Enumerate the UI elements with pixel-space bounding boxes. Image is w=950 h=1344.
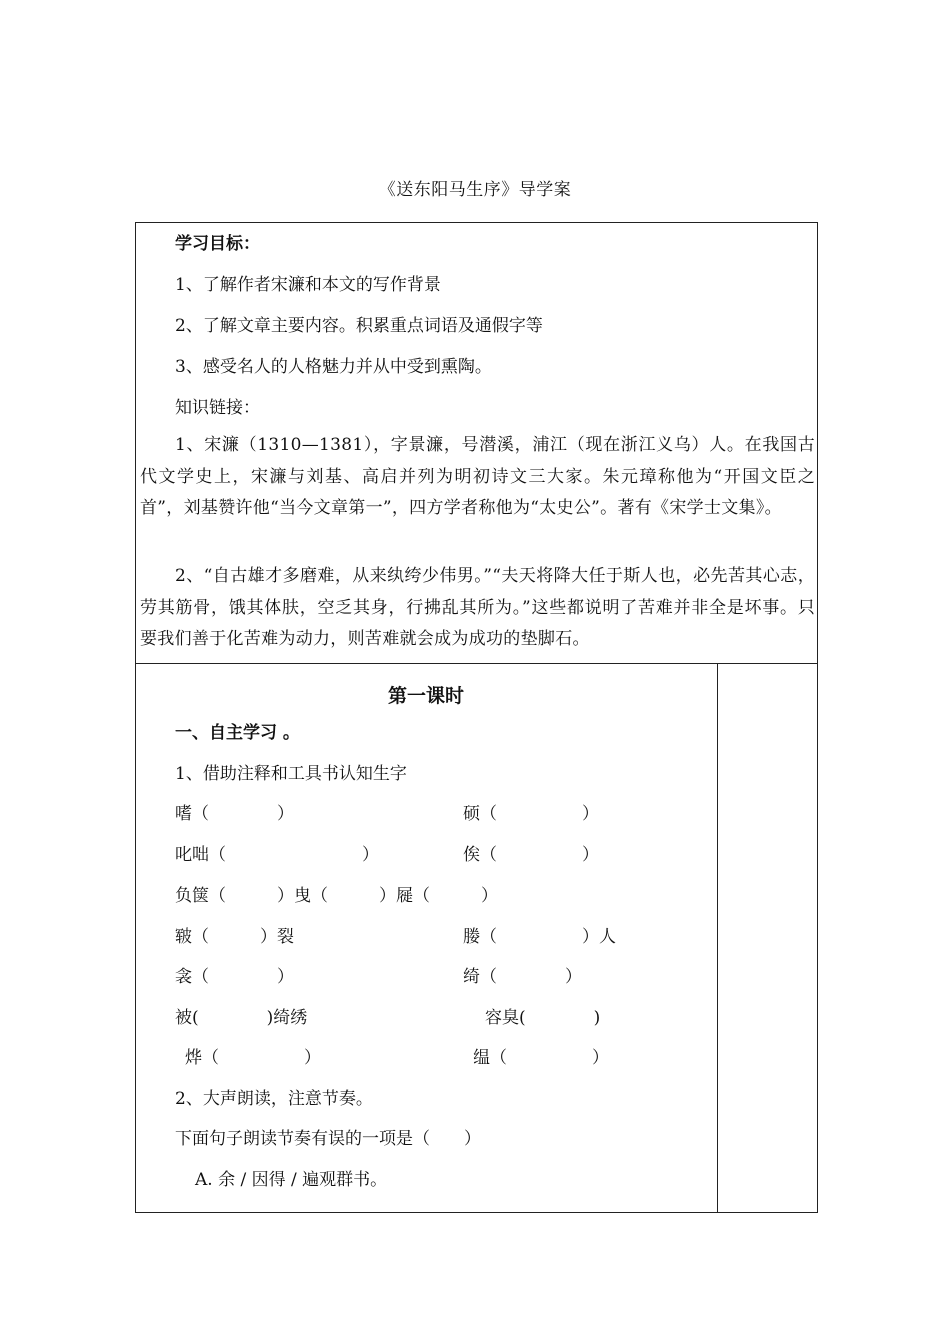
char-item: 衾（ ） <box>175 967 294 987</box>
goal-item: 1、了解作者宋濂和本文的写作背景 <box>175 275 441 295</box>
char-item: 俟（ ） <box>463 845 599 865</box>
char-item: 被( )绮绣 <box>175 1008 308 1028</box>
option-a: A. 余 / 因得 / 遍观群书。 <box>195 1170 388 1190</box>
char-item: 容臭( ) <box>485 1008 601 1028</box>
char-item: 硕（ ） <box>463 804 599 824</box>
knowledge-heading: 知识链接： <box>175 398 260 418</box>
task-2: 2、大声朗读，注意节奏。 <box>175 1089 373 1109</box>
task-1: 1、借助注释和工具书认知生字 <box>175 764 407 784</box>
char-item: 烨（ ） <box>185 1048 321 1068</box>
char-item: 负箧（ ）曳（ ）屣（ ） <box>175 886 498 906</box>
char-item: 叱咄（ ） <box>175 845 379 865</box>
question: 下面句子朗读节奏有误的一项是（ ） <box>175 1129 481 1149</box>
knowledge-paragraph-1: 1、宋濂（1310—1381），字景濂，号潜溪，浦江（现在浙江义乌）人。在我国古代文学史上，宋濂与刘基、高启并列为明初诗文三大家。朱元璋称他为“开国文臣之首”，刘基赞许他“当今文章第一”，四方学者称他为“太史公”。著有《宋学士文集》。 <box>140 435 815 518</box>
lesson-title: 第一课时 <box>387 685 464 707</box>
char-item: 缊（ ） <box>473 1048 609 1068</box>
char-item: 媵（ ）人 <box>463 927 616 947</box>
char-item: 皲（ ）裂 <box>175 927 294 947</box>
char-item: 嗜（ ） <box>175 804 294 824</box>
notes-column-divider <box>717 664 718 1213</box>
goal-item: 2、了解文章主要内容。积累重点词语及通假字等 <box>175 316 543 336</box>
goals-heading: 学习目标： <box>175 234 260 254</box>
knowledge-paragraph-2: 2、“自古雄才多磨难，从来纨绔少伟男。”“夫天将降大任于斯人也，必先苦其心志，劳其筋骨，饿其体肤，空乏其身，行拂乱其所为。”这些都说明了苦难并非全是坏事。只要我们善于化苦难为动力，则苦难就会成为成功的垫脚石。 <box>140 566 815 649</box>
char-item: 绮（ ） <box>463 967 582 987</box>
document-title: 《送东阳马生序》导学案 <box>378 180 572 200</box>
goal-item: 3、感受名人的人格魅力并从中受到熏陶。 <box>175 357 492 377</box>
section-heading: 一、自主学习 。 <box>175 723 300 743</box>
